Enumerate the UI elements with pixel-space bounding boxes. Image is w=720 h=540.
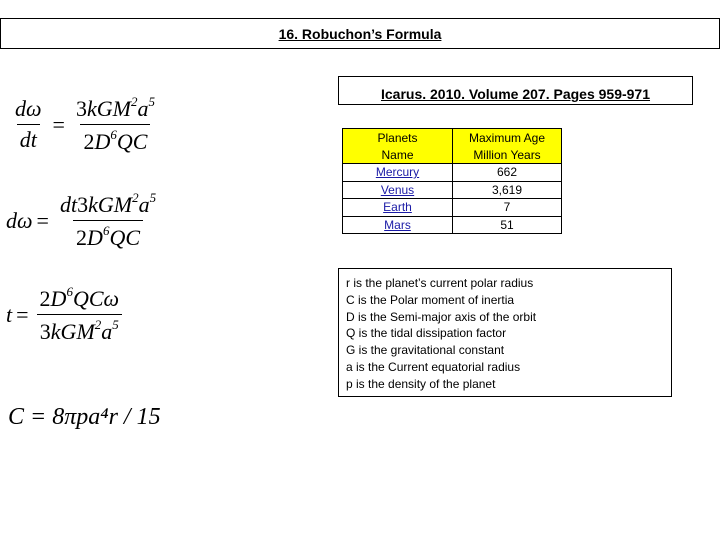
slide-title-box [0,18,720,49]
citation-box [338,76,693,105]
definition-item: r is the planet’s current polar radius [346,276,534,290]
header-name: Name [343,146,453,164]
equation-4: C = 8πpa⁴r / 15 [8,404,161,430]
equation-1: $\frac{d\omega}{dt}$ = $\frac{3kGM^2a^5}{2D^6QC}$ [15,94,155,154]
definition-item: G is the gravitational constant [346,343,505,358]
age-cell: 7 [453,199,562,217]
citation: Icarus. 2010. Volume 207. Pages 959-971 [380,86,651,102]
definition-item: Q is the tidal dissipation factor [346,326,507,341]
planet-age-table [342,128,562,234]
age-cell: 662 [453,164,562,182]
definition-item: D is the Semi-major axis of the orbit [346,309,537,324]
planet-link-venus[interactable]: Venus [380,182,415,197]
header-max-age: Maximum Age [453,129,562,147]
planet-link-mercury[interactable]: Mercury [375,165,420,180]
table-row [343,164,562,182]
equation-3: t = $\frac{2D^6QC\omega}{3kGM^2a^5}$ [6,284,126,345]
table-row [343,199,562,217]
equation-2: dω = $\frac{dt3kGM^2a^5}{2D^6QC}$ [6,190,157,250]
definition-item: C is the Polar moment of inertia [346,292,515,307]
definition-item: p is the density of the planet [346,376,496,391]
definition-item: a is the Current equatorial radius [346,359,521,374]
age-cell: 51 [453,216,562,234]
definitions-box [338,268,672,397]
age-cell: 3,619 [453,181,562,199]
header-million-years: Million Years [453,146,562,164]
table-row [343,216,562,234]
header-planets: Planets [343,129,453,147]
slide-title: 16. Robuchon’s Formula [278,26,442,42]
planet-link-earth[interactable]: Earth [383,200,412,215]
table-row [343,181,562,199]
planet-link-mars[interactable]: Mars [384,217,411,232]
